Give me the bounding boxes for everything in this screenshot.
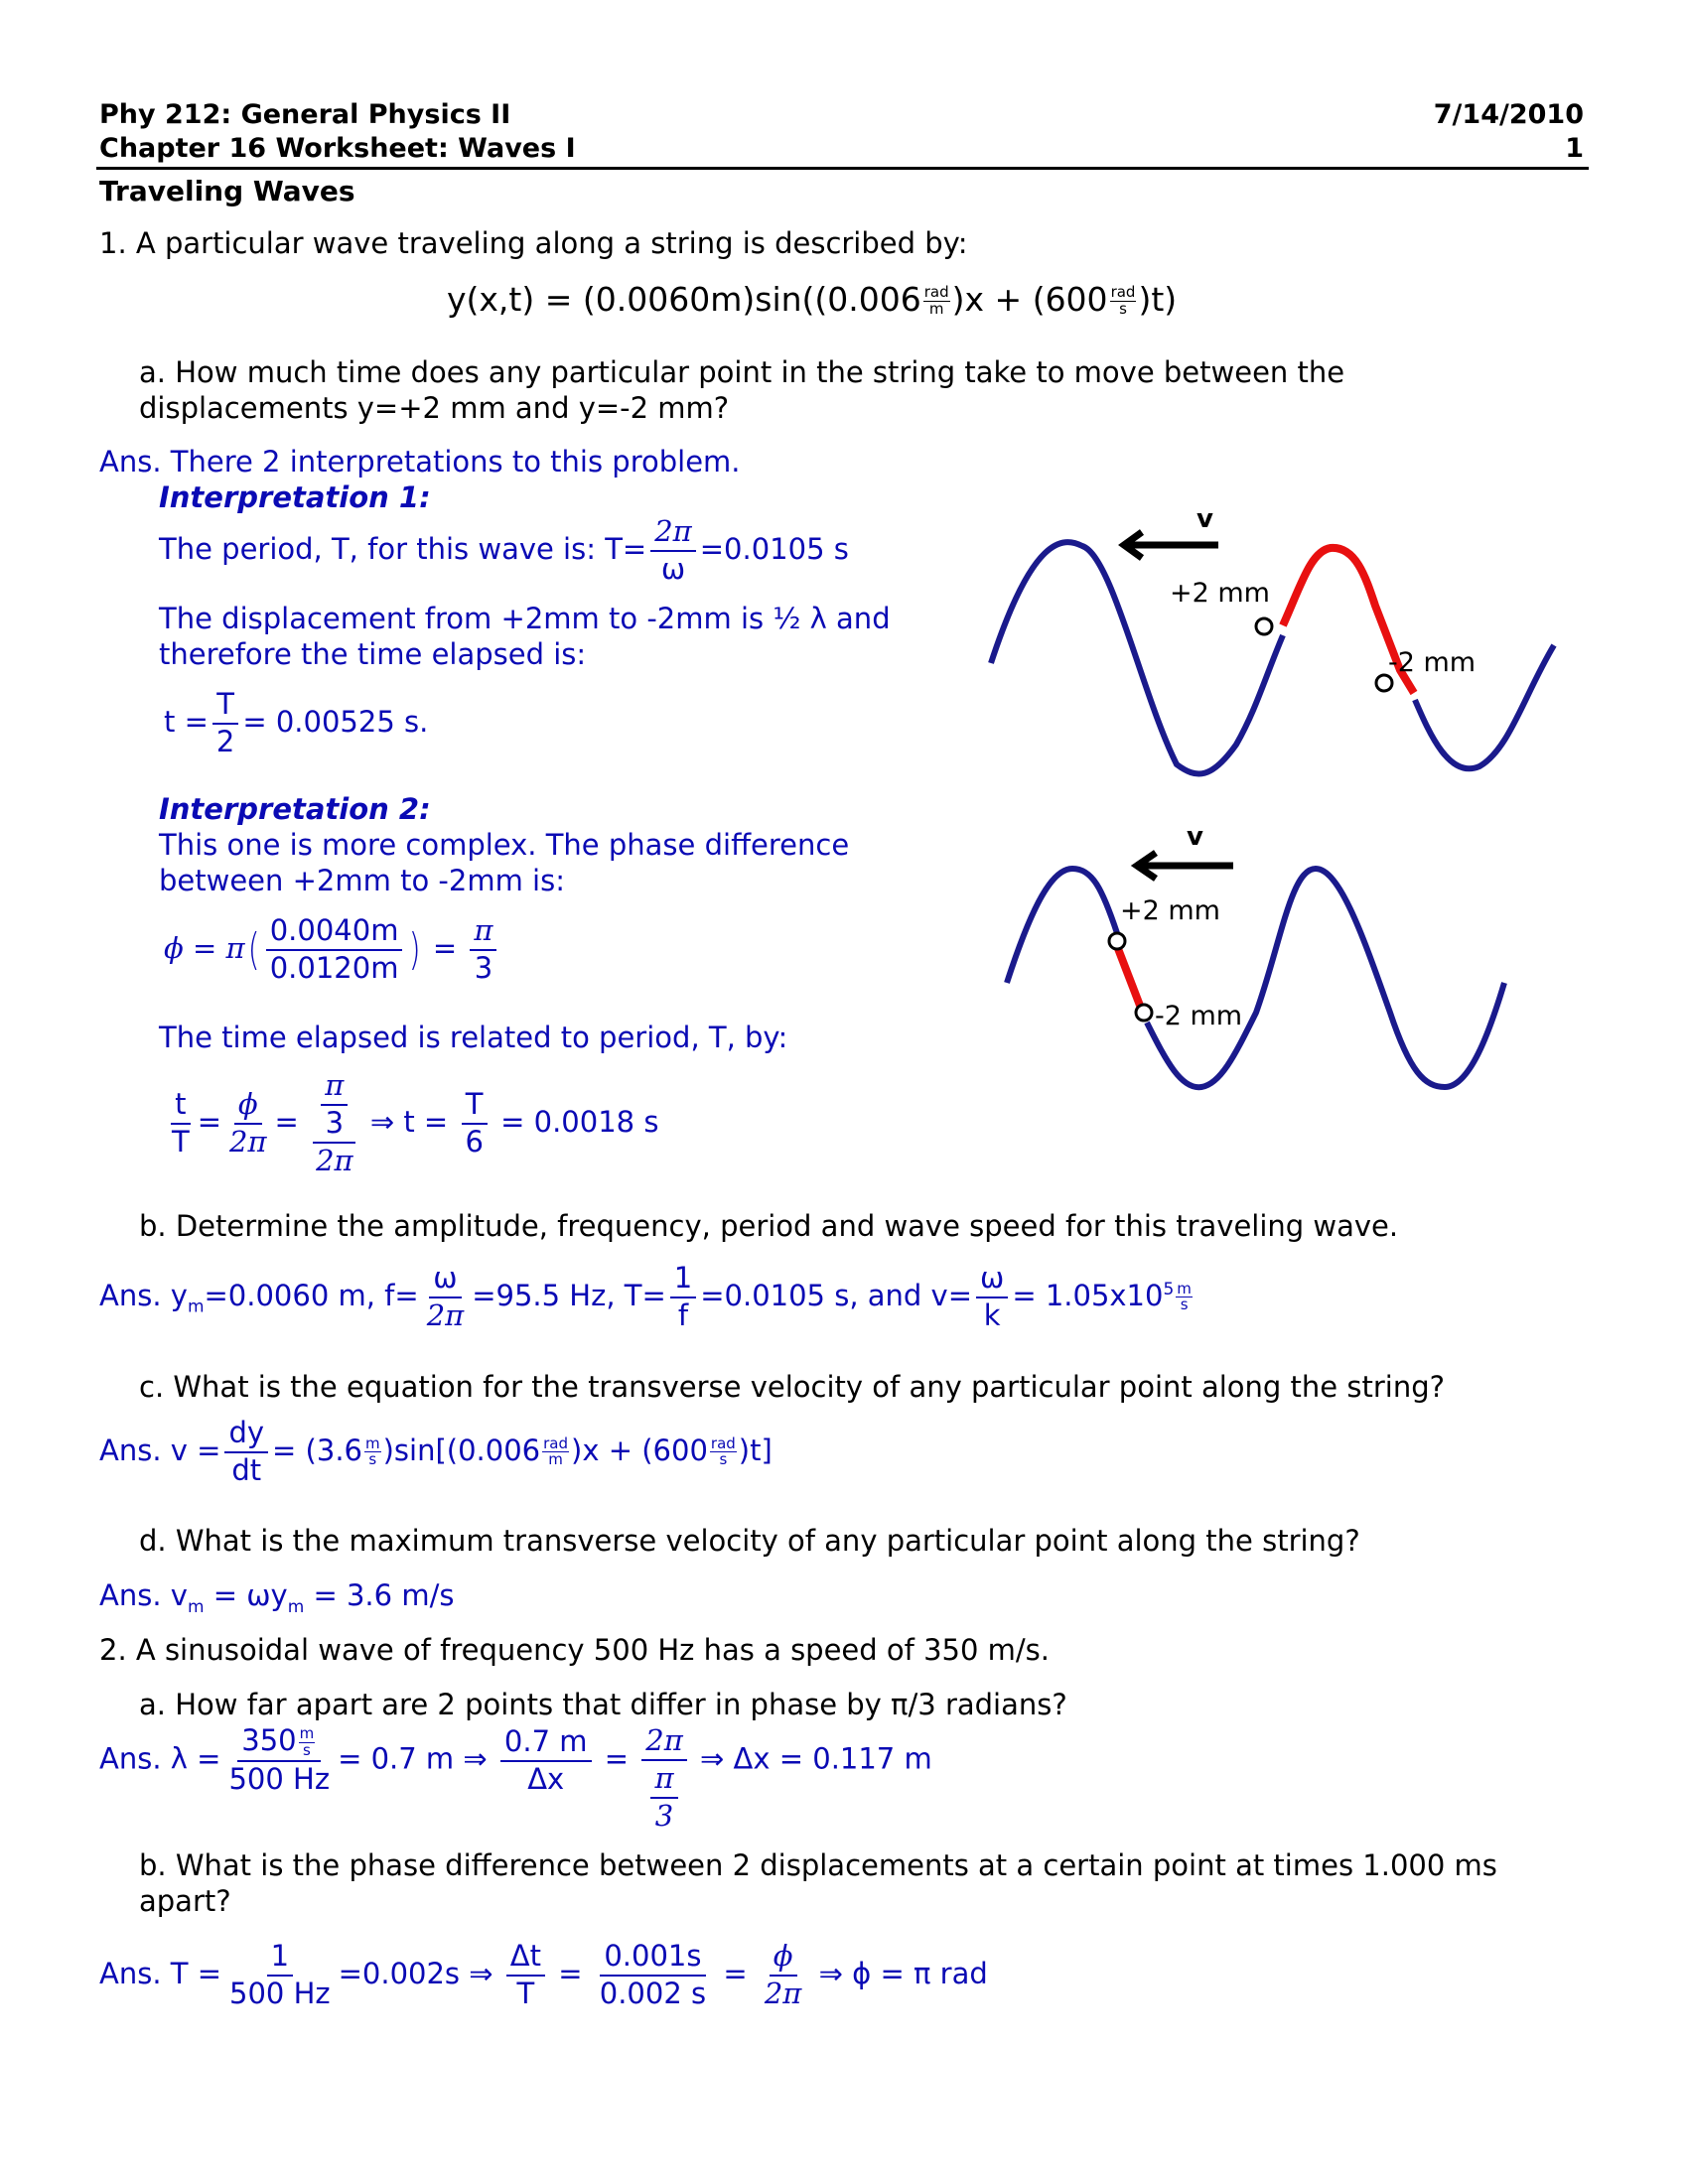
- lambda-fraction: [224, 1725, 334, 1796]
- date: 7/14/2010: [1433, 99, 1584, 130]
- l-unit: [299, 1723, 316, 1759]
- w-unit-num: rad: [1110, 283, 1136, 302]
- wave-figure-top: [983, 496, 1628, 794]
- T-num: 1: [267, 1941, 293, 1977]
- r-Tnum: T: [462, 1089, 488, 1125]
- period-equation: [159, 516, 849, 586]
- p2a-answer: [99, 1725, 932, 1833]
- p1a-question-line2: displacements y=+2 mm and y=-2 mm?: [139, 391, 730, 425]
- phi-den: 0.0120m: [269, 950, 399, 985]
- c-eq4: )t]: [738, 1433, 773, 1467]
- dt-den: T: [516, 1976, 535, 2010]
- r-result: = 0.0018 s: [500, 1104, 659, 1139]
- plus-2mm-point: [1256, 618, 1272, 634]
- f-value: =95.5 Hz, T=: [472, 1278, 666, 1312]
- r-den: Δx: [527, 1761, 565, 1796]
- ratio-fraction: [500, 1723, 592, 1796]
- phi-result: ⇒ ϕ = π rad: [818, 1956, 988, 1990]
- c-u2-num: rad: [543, 1433, 569, 1452]
- w-unit-den: s: [1119, 300, 1127, 318]
- l-value: = 0.7 m ⇒: [338, 1741, 488, 1776]
- minus-2mm-point: [1136, 1005, 1152, 1021]
- problem1-statement: 1. A particular wave traveling along a string is described by:: [99, 226, 968, 260]
- t-den: 2: [215, 724, 235, 758]
- phi-rnum: π: [470, 915, 496, 951]
- c-u3-num: rad: [710, 1433, 736, 1452]
- c-u3-den: s: [719, 1450, 728, 1469]
- ym-value: =0.0060 m, f=: [204, 1278, 419, 1312]
- phase-fraction: [641, 1725, 687, 1833]
- c-unit3: [710, 1433, 737, 1469]
- t-result: = 0.00525 s.: [242, 704, 429, 739]
- p1d-question: d. What is the maximum transverse velocity of any particular point along the string?: [139, 1524, 1360, 1558]
- vm-label: Ans. v: [99, 1578, 188, 1612]
- c-u2-den: m: [548, 1450, 563, 1469]
- p1a-question-line1: a. How much time does any particular point in the string take to move between the: [139, 355, 1345, 389]
- c-eq1: = (3.6: [272, 1433, 362, 1467]
- T-value: =0.002s ⇒: [338, 1956, 493, 1990]
- v-den: 0.002 s: [599, 1976, 707, 2010]
- interp2-line2: between +2mm to -2mm is:: [159, 864, 565, 897]
- dt-num: Δt: [506, 1941, 545, 1977]
- interpretation-2-title: Interpretation 2:: [159, 792, 431, 826]
- lambda-lhs: Ans. λ =: [99, 1741, 221, 1776]
- p2b-eq2: =: [723, 1956, 748, 1990]
- v-num: 0.001s: [600, 1941, 705, 1977]
- p-den-den: 3: [654, 1798, 674, 1833]
- p-den-num: π: [650, 1763, 677, 1799]
- dy: dy: [224, 1418, 268, 1453]
- omega-ym: = ωy: [204, 1578, 288, 1612]
- eq-lhs: y(x,t) =: [447, 280, 573, 319]
- t-over-T: [168, 1086, 194, 1159]
- interp2-line1: This one is more complex. The phase difference: [159, 828, 850, 862]
- period-text: The period, T, for this wave is: T=: [159, 531, 647, 566]
- ym-label: Ans. y: [99, 1278, 188, 1312]
- t-num: T: [212, 689, 238, 725]
- section-title: Traveling Waves: [99, 175, 355, 207]
- k-unit-num: rad: [923, 283, 949, 302]
- t-fraction: [212, 689, 238, 758]
- r-6: 6: [465, 1124, 484, 1159]
- phase-equation: [164, 915, 500, 985]
- period-den: ω: [660, 551, 686, 586]
- k-unit-den: m: [928, 300, 944, 318]
- v-fraction: [976, 1263, 1008, 1332]
- T-num: 1: [670, 1263, 696, 1298]
- c-unit2: [542, 1433, 569, 1469]
- page-number: 1: [1565, 133, 1584, 164]
- period-num: 2π: [650, 516, 696, 552]
- p-den: 2π: [764, 1976, 802, 2010]
- p2a-question: a. How far apart are 2 points that differ in phase by π/3 radians?: [139, 1688, 1067, 1721]
- v-exponent: 5: [1163, 1280, 1175, 1300]
- worksheet-title: Chapter 16 Worksheet: Waves I: [99, 133, 576, 164]
- p1b-answer: [99, 1263, 1195, 1332]
- f-num: ω: [429, 1263, 461, 1298]
- l-num: 350: [241, 1723, 297, 1757]
- p1a-answer-intro: Ans. There 2 interpretations to this problem.: [99, 445, 741, 478]
- t-half-equation: [164, 689, 428, 758]
- r-3: 3: [325, 1105, 345, 1140]
- value-fraction: [596, 1941, 710, 2010]
- wave-equation: [447, 280, 1177, 319]
- r-2pi-b: 2π: [316, 1143, 353, 1177]
- p2b-question-line1: b. What is the phase difference between 2 displacements at a certain point at times 1.000 ms: [139, 1848, 1497, 1882]
- c-u1-den: s: [368, 1450, 377, 1469]
- time-relation-equation: $\frac{t}{T}$ = $\frac{\phi}{2\pi}$ = $\frac{\frac{\pi}{3}}{2\pi}$ ⇒ t = $\frac{T}{6}$ = 0.0018 s: [164, 1070, 658, 1177]
- v-value: = 1.05x10: [1012, 1278, 1164, 1312]
- ym-sub: m: [187, 1297, 205, 1317]
- p-num: ϕ: [770, 1941, 797, 1977]
- plus-label-bottom: +2 mm: [1120, 895, 1220, 926]
- phi-over-2pi: [225, 1086, 271, 1159]
- dt: dt: [231, 1452, 262, 1487]
- phi-result-fraction: [470, 915, 496, 985]
- pi3-over-2pi: [312, 1070, 357, 1177]
- problem2-statement: 2. A sinusoidal wave of frequency 500 Hz has a speed of 350 m/s.: [99, 1633, 1050, 1667]
- phi-fraction: [266, 915, 403, 985]
- r-pi: π: [321, 1070, 348, 1106]
- T-den: f: [677, 1297, 689, 1332]
- T-over-6: [461, 1086, 487, 1159]
- p1b-question: b. Determine the amplitude, frequency, period and wave speed for this traveling wave.: [139, 1209, 1399, 1243]
- vm-sub: m: [187, 1596, 205, 1617]
- minus-label-bottom: -2 mm: [1155, 1001, 1243, 1031]
- highlighted-segment: [1117, 946, 1142, 1011]
- l-unit-num: m: [299, 1723, 315, 1742]
- l-den: 500 Hz: [228, 1762, 331, 1797]
- T-lhs: Ans. T =: [99, 1956, 221, 1990]
- pi-over-3: [321, 1070, 348, 1140]
- k-unit: [923, 285, 950, 318]
- T-den: 500 Hz: [229, 1976, 331, 2010]
- v-unit-num: m: [1177, 1279, 1192, 1297]
- period-fraction: [650, 516, 696, 586]
- eq-end: )t): [1138, 280, 1178, 319]
- p1c-answer: [99, 1418, 773, 1487]
- t-lhs: t =: [164, 704, 209, 739]
- header-divider: [96, 167, 1589, 170]
- dt-over-T: [506, 1941, 545, 2010]
- phi-num: 0.0040m: [266, 915, 403, 951]
- dy-dt: [224, 1418, 268, 1487]
- paren-close: ): [409, 923, 422, 975]
- r-phi: ϕ: [234, 1089, 262, 1125]
- w-unit: [1110, 285, 1137, 318]
- T-fraction: [225, 1941, 335, 2010]
- velocity-label-bottom: v: [1187, 822, 1203, 852]
- vm-value: = 3.6 m/s: [304, 1578, 455, 1612]
- dx-result: ⇒ Δx = 0.117 m: [699, 1741, 932, 1776]
- minus-label-top: -2 mm: [1388, 647, 1477, 678]
- disp-line1: The displacement from +2mm to -2mm is ½ λ and: [159, 602, 891, 635]
- v-unit-den: s: [1180, 1296, 1189, 1314]
- course-title: Phy 212: General Physics II: [99, 99, 511, 130]
- interpretation-1-title: Interpretation 1:: [159, 480, 431, 514]
- phi-over-2pi: [761, 1941, 806, 2010]
- p2b-question-line2: apart?: [139, 1884, 231, 1918]
- ym-sub2: m: [287, 1596, 305, 1617]
- f-fraction: [423, 1263, 469, 1332]
- phi-rden: 3: [474, 950, 493, 985]
- relation-text: The time elapsed is related to period, T, by:: [159, 1021, 788, 1054]
- plus-2mm-point: [1109, 933, 1125, 949]
- phi-eq: =: [432, 930, 458, 965]
- v-unit: [1176, 1279, 1193, 1314]
- p1c-question: c. What is the equation for the transverse velocity of any particular point along the string?: [139, 1370, 1445, 1404]
- p-num: 2π: [641, 1725, 687, 1761]
- f-den: 2π: [426, 1297, 465, 1332]
- v-lhs: Ans. v =: [99, 1433, 221, 1467]
- v-num: ω: [976, 1263, 1008, 1298]
- plus-label-top: +2 mm: [1170, 578, 1270, 609]
- phi-lhs: ϕ = π: [164, 930, 245, 965]
- c-eq2: )sin[(0.006: [382, 1433, 541, 1467]
- r-t: t: [171, 1089, 190, 1125]
- pi-over-3: [650, 1760, 677, 1833]
- p2b-eq1: =: [558, 1956, 583, 1990]
- disp-line2: therefore the time elapsed is:: [159, 637, 587, 671]
- r-T: T: [172, 1124, 190, 1159]
- period-result: =0.0105 s: [699, 531, 849, 566]
- c-u1-num: m: [364, 1433, 380, 1452]
- r-num: 0.7 m: [500, 1726, 592, 1762]
- paren-open: (: [247, 923, 260, 975]
- l-unit-den: s: [303, 1740, 311, 1759]
- v-den: k: [983, 1297, 1001, 1332]
- eq-mid: )x + (600: [951, 280, 1108, 319]
- velocity-label-top: v: [1196, 504, 1213, 534]
- p2a-eq: =: [604, 1741, 630, 1776]
- c-eq3: )x + (600: [571, 1433, 708, 1467]
- T-value: =0.0105 s, and v=: [700, 1278, 973, 1312]
- p1d-answer: [99, 1578, 454, 1617]
- implies-t: ⇒ t =: [369, 1104, 449, 1139]
- eq-amp: (0.0060m)sin((0.006: [582, 280, 921, 319]
- wave-curve: [1007, 869, 1117, 983]
- wave-figure-bottom: [993, 814, 1638, 1102]
- T-fraction: [670, 1263, 696, 1332]
- p2b-answer: [99, 1941, 988, 2010]
- r-2pi: 2π: [229, 1124, 267, 1159]
- c-unit1: [364, 1433, 381, 1469]
